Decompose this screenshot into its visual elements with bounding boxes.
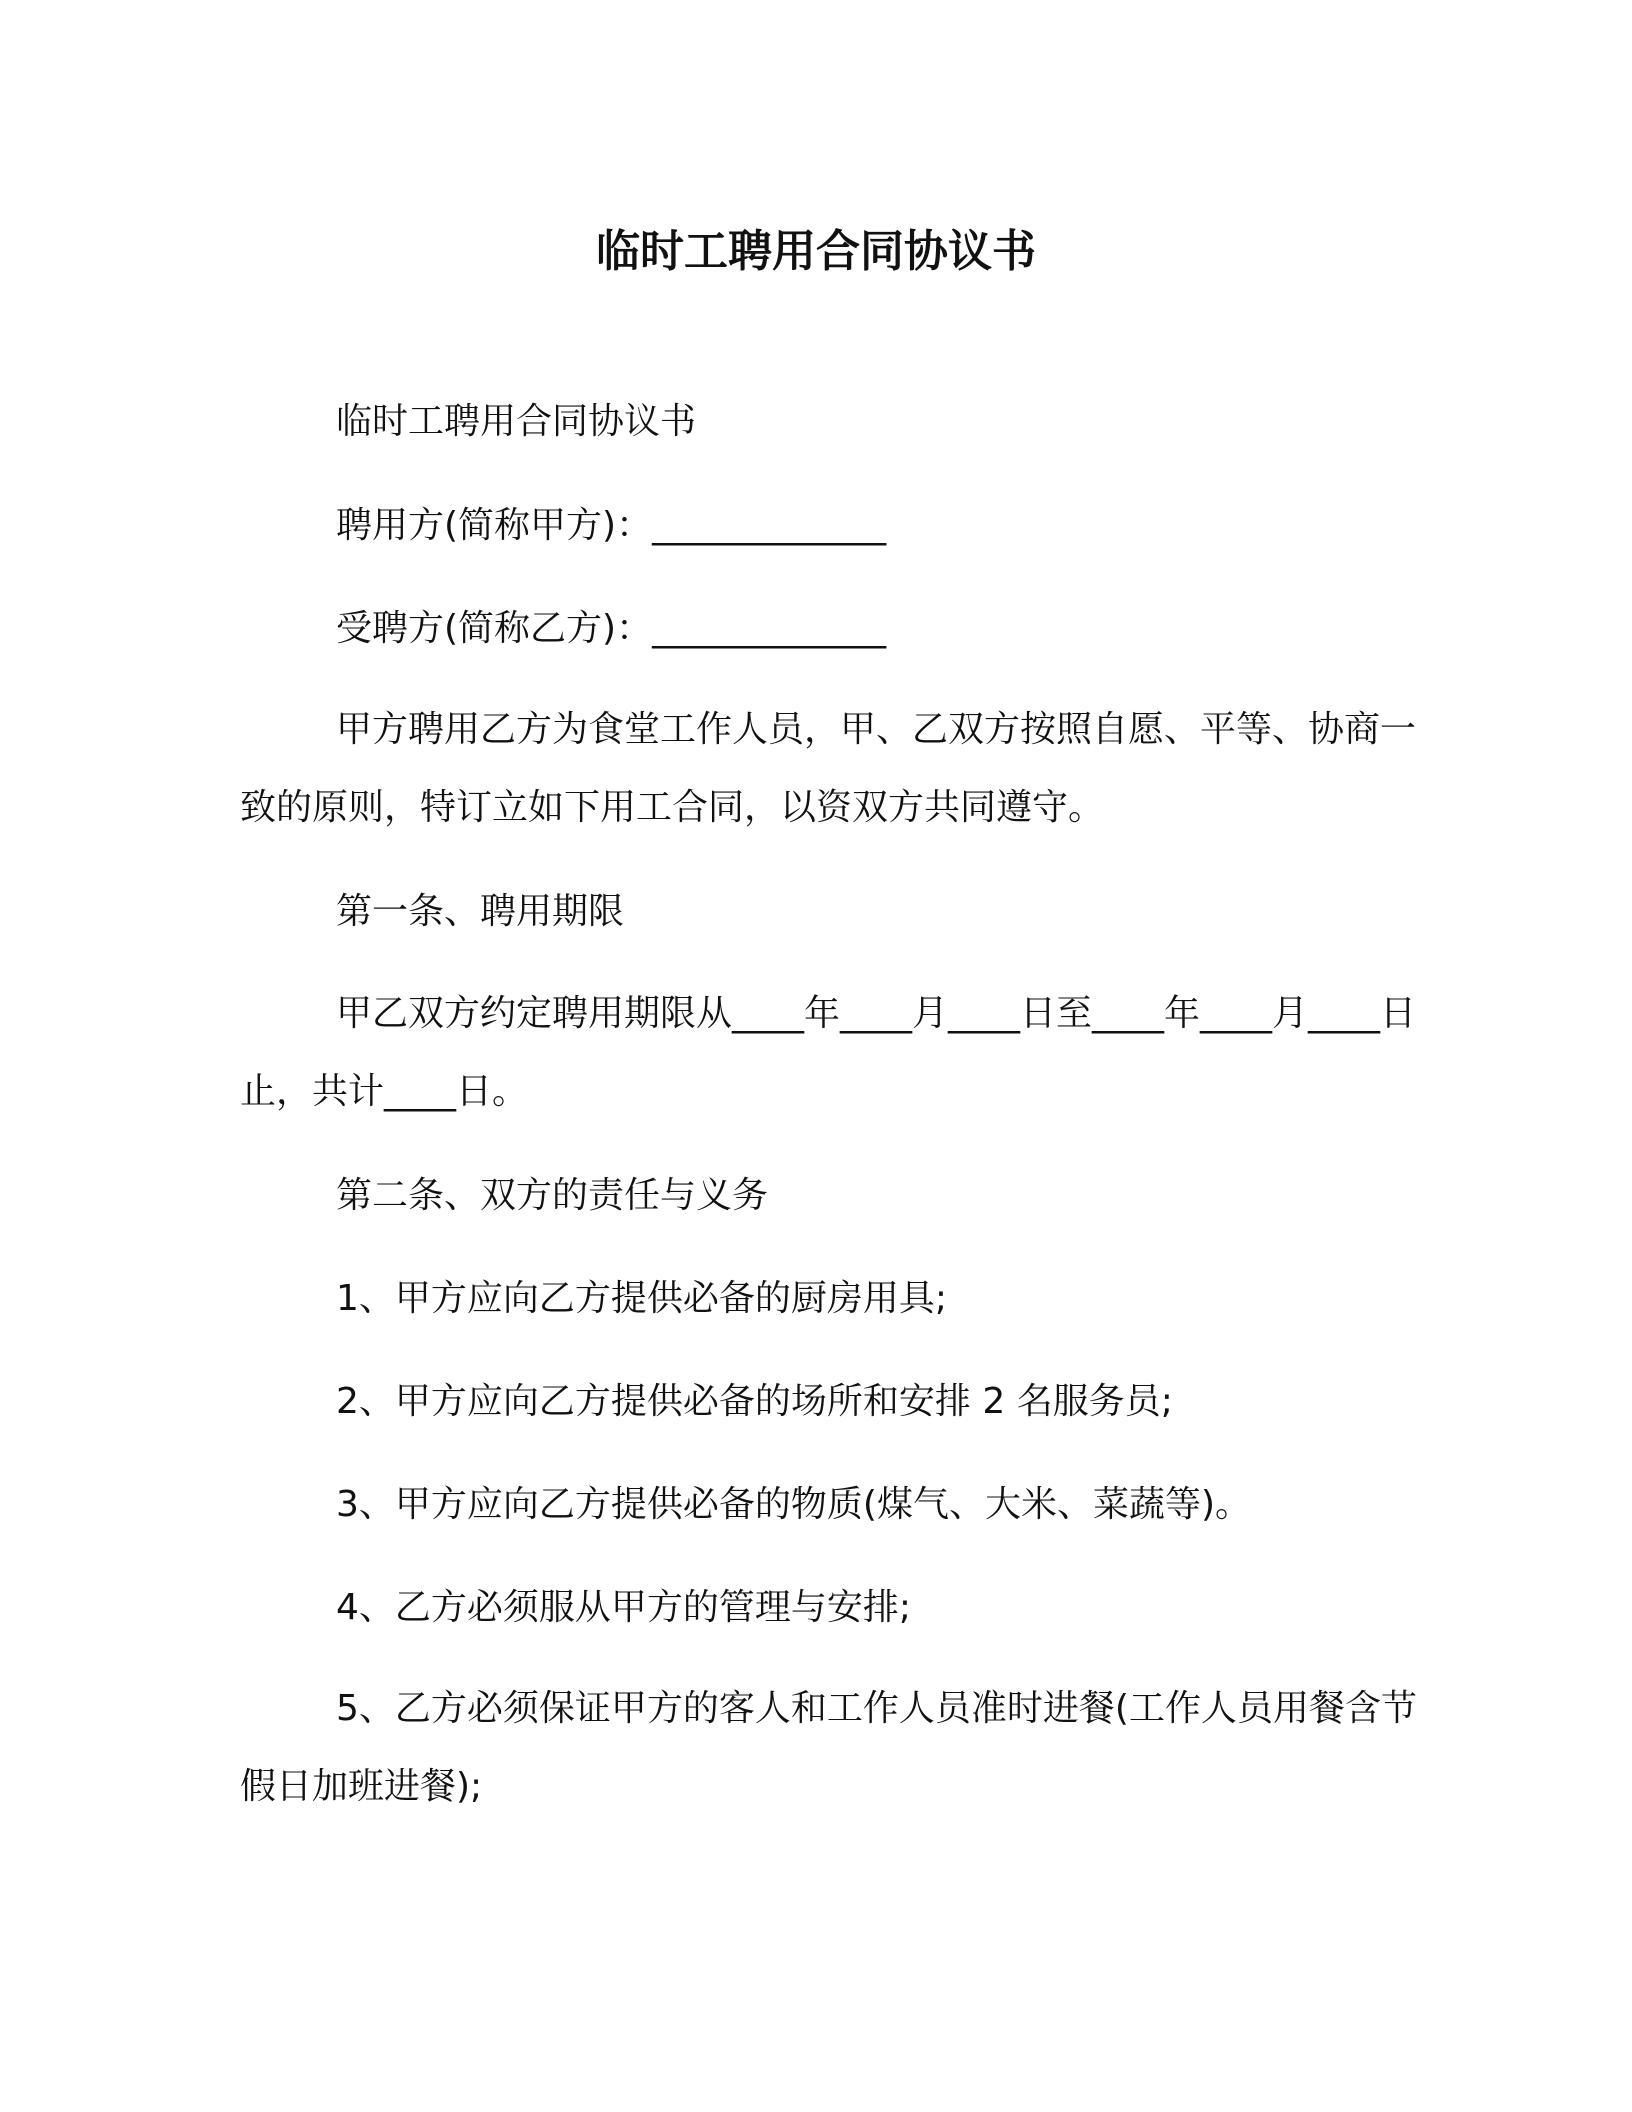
paragraph-intro: 甲方聘用乙方为食堂工作人员，甲、乙双方按照自愿、平等、协商一致的原则，特订立如下用工合同，以资双方共同遵守。 — [240, 709, 1417, 828]
paragraph-item-5: 5、乙方必须保证甲方的客人和工作人员准时进餐(工作人员用餐含节假日加班进餐); — [240, 1688, 1417, 1807]
paragraph-item-4: 4、乙方必须服从甲方的管理与安排; — [336, 1587, 912, 1628]
paragraph-item-1: 1、甲方应向乙方提供必备的厨房用具; — [336, 1278, 948, 1319]
paragraph-item-2: 2、甲方应向乙方提供必备的场所和安排 2 名服务员; — [336, 1381, 1173, 1422]
paragraph-article-two-heading: 第二条、双方的责任与义务 — [336, 1175, 769, 1216]
document-title: 临时工聘用合同协议书 — [596, 226, 1036, 277]
paragraph-heading-repeat: 临时工聘用合同协议书 — [336, 401, 697, 442]
paragraph-article-one-heading: 第一条、聘用期限 — [336, 891, 625, 932]
paragraph-term: 甲乙双方约定聘用期限从____年____月____日至____年____月____日止，共计____日。 — [240, 993, 1417, 1112]
paragraph-item-3: 3、甲方应向乙方提供必备的物质(煤气、大米、菜蔬等)。 — [336, 1484, 1251, 1525]
paragraph-employee: 受聘方(简称乙方)：_____________ — [336, 608, 887, 649]
paragraph-employer: 聘用方(简称甲方)：_____________ — [336, 505, 887, 546]
